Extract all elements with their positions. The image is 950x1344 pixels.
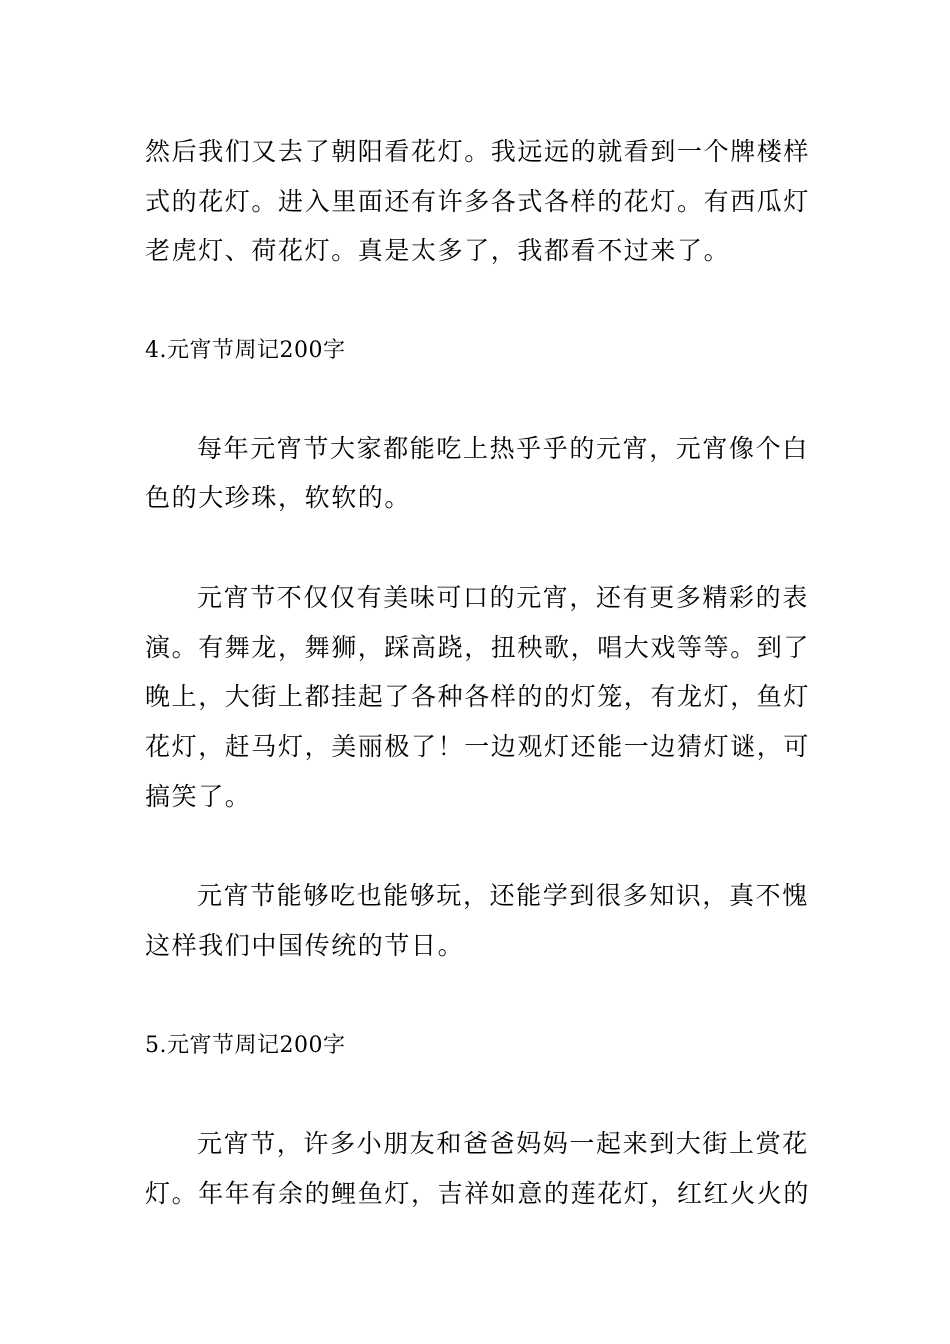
section-heading-4: 4.元宵节周记200字 [145,338,346,363]
section-heading-5: 5.元宵节周记200字 [145,1033,346,1058]
text-line: 色的大珍珠，软软的。 [145,483,412,512]
text-line: 老虎灯、荷花灯。真是太多了，我都看不过来了。 [145,236,731,265]
text-line: 搞笑了。 [145,782,252,811]
text-line: 元宵节，许多小朋友和爸爸妈妈一起来到大街上赏花 [197,1129,809,1158]
text-line: 元宵节不仅仅有美味可口的元宵，还有更多精彩的表 [197,583,809,612]
text-line: 每年元宵节大家都能吃上热乎乎的元宵，元宵像个白 [197,434,809,463]
text-line: 灯。年年有余的鲤鱼灯，吉祥如意的莲花灯，红红火火的 [145,1179,811,1208]
text-line: 花灯，赶马灯，美丽极了！一边观灯还能一边猜灯谜，可 [145,732,811,761]
text-line: 这样我们中国传统的节日。 [145,931,465,960]
text-line: 式的花灯。进入里面还有许多各式各样的花灯。有西瓜灯 [145,187,811,216]
text-line: 元宵节能够吃也能够玩，还能学到很多知识，真不愧 [197,881,809,910]
text-line: 然后我们又去了朝阳看花灯。我远远的就看到一个牌楼样 [145,137,811,166]
text-line: 晚上，大街上都挂起了各种各样的的灯笼，有龙灯，鱼灯 [145,682,811,711]
text-line: 演。有舞龙，舞狮，踩高跷，扭秧歌，唱大戏等等。到了 [145,633,811,662]
